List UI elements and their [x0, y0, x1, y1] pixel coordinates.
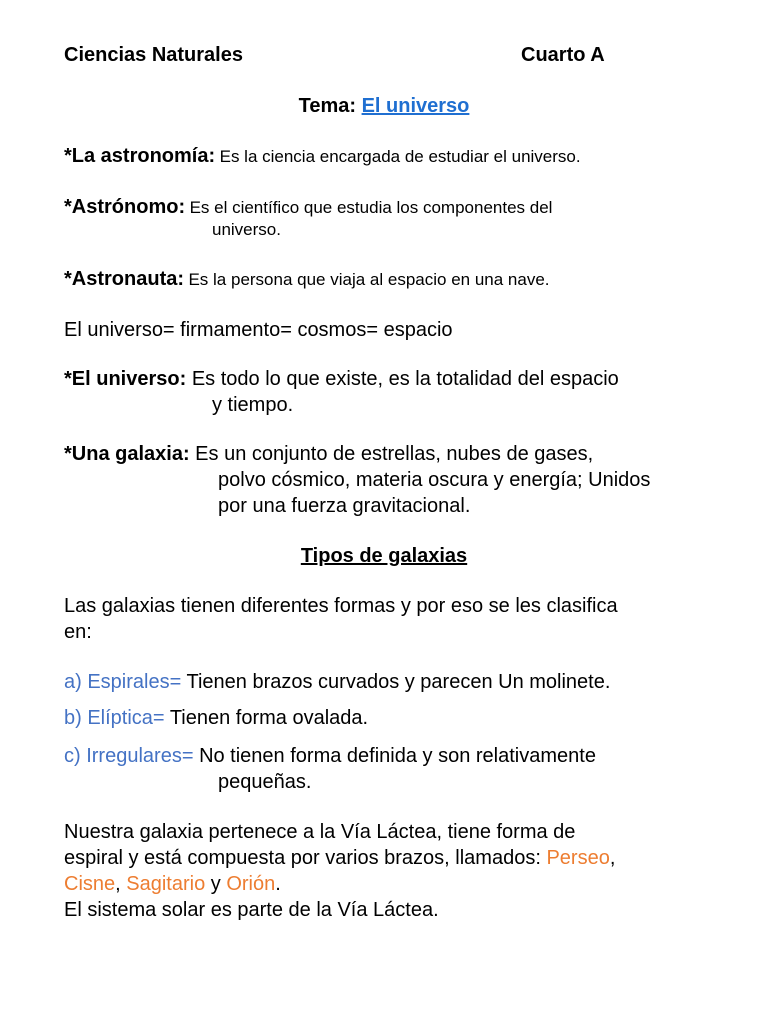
text-universo-line1: Es todo lo que existe, es la totalidad del espacio [191, 368, 619, 390]
text-galaxia-line1: Es un conjunto de estrellas, nubes de gases, [195, 443, 594, 465]
conjunction: y [210, 873, 221, 895]
universe-synonyms: El universo= firmamento= cosmos= espacio [64, 319, 453, 341]
topic-label: Tema: [298, 95, 357, 117]
topic-line [0, 95, 768, 118]
definition-astronomo [64, 196, 552, 219]
definition-galaxia [64, 443, 593, 466]
text-astronomia: Es la ciencia encargada de estudiar el universo. [219, 147, 581, 166]
text-galaxia-line2: polvo cósmico, materia oscura y energía; Unidos [218, 469, 651, 491]
grade-label: Cuarto A [521, 44, 605, 66]
comma: , [609, 847, 616, 869]
definition-universo [64, 368, 619, 391]
types-intro-line1: Las galaxias tienen diferentes formas y por eso se les clasifica [64, 595, 618, 617]
milky-way-line3 [64, 873, 281, 896]
arm-orion: Orión [226, 873, 276, 895]
milky-way-line2 [64, 847, 615, 870]
term-astronomo: *Astrónomo: [64, 196, 186, 218]
type-text-irregular-line2: pequeñas. [218, 771, 312, 793]
galaxy-type-elliptical [64, 707, 368, 730]
milky-way-line2-text: espiral y está compuesta por varios brazos, llamados: [64, 847, 541, 869]
term-galaxia: *Una galaxia: [64, 443, 190, 465]
milky-way-line4: El sistema solar es parte de la Vía Láctea. [64, 899, 439, 921]
type-text-spiral: Tienen brazos curvados y parecen Un molinete. [186, 671, 611, 693]
period: . [275, 873, 281, 895]
definition-astronauta [64, 268, 550, 291]
types-intro-line2: en: [64, 621, 92, 643]
definition-astronomia [64, 145, 581, 168]
topic-title-link[interactable]: El universo [361, 95, 470, 117]
arm-cisne: Cisne [64, 873, 116, 895]
type-label-irregular: c) Irregulares= [64, 745, 194, 767]
type-label-elliptical: b) Elíptica= [64, 707, 165, 729]
section-heading-tipos: Tipos de galaxias [300, 545, 468, 567]
text-galaxia-line3: por una fuerza gravitacional. [218, 495, 471, 517]
arm-sagitario: Sagitario [126, 873, 206, 895]
type-text-irregular-line1: No tienen forma definida y son relativamente [199, 745, 596, 767]
text-astronomo-line1: Es el científico que estudia los componentes del [189, 198, 553, 217]
subject-title: Ciencias Naturales [64, 44, 243, 66]
term-astronomia: *La astronomía: [64, 145, 216, 167]
galaxy-type-spiral [64, 671, 610, 694]
text-astronomo-line2: universo. [212, 220, 281, 239]
arm-perseo: Perseo [546, 847, 610, 869]
term-astronauta: *Astronauta: [64, 268, 185, 290]
galaxy-type-irregular [64, 745, 596, 768]
type-label-spiral: a) Espirales= [64, 671, 182, 693]
comma: , [115, 873, 121, 895]
text-universo-line2: y tiempo. [212, 394, 294, 416]
type-text-elliptical: Tienen forma ovalada. [169, 707, 369, 729]
milky-way-line1: Nuestra galaxia pertenece a la Vía Láctea, tiene forma de [64, 821, 576, 843]
term-universo: *El universo: [64, 368, 187, 390]
text-astronauta: Es la persona que viaja al espacio en una nave. [188, 270, 550, 289]
